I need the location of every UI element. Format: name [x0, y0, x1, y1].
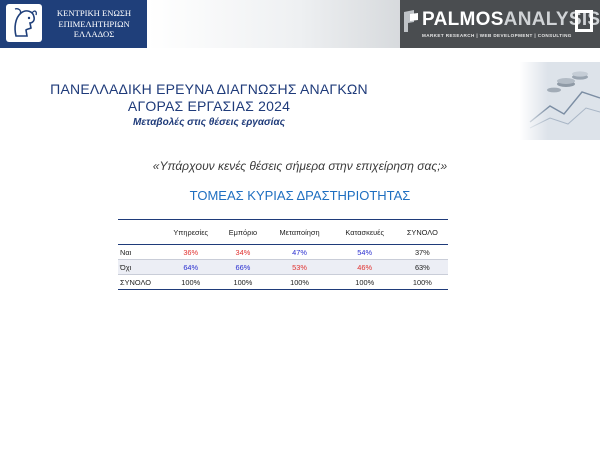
org-name-line: ΕΛΛΑΔΟΣ [73, 29, 115, 39]
table-cell: 53% [266, 260, 332, 275]
column-header: Εμπόριο [219, 220, 266, 245]
palmos-logo-icon [402, 8, 422, 34]
table-row [118, 275, 448, 290]
table-cell: 63% [397, 260, 448, 275]
ekee-logo [0, 0, 147, 48]
report-subtitle: Μεταβολές στις θέσεις εργασίας [133, 117, 285, 128]
table-cell: 100% [219, 275, 266, 290]
palmos-wordmark-part: PALMOS [422, 9, 504, 30]
org-name-line: ΕΠΙΜΕΛΗΤΗΡΙΩΝ [58, 18, 130, 29]
table-cell: 47% [266, 245, 332, 260]
table-cell: 34% [219, 245, 266, 260]
table-cell: 54% [333, 245, 397, 260]
column-header: ΣΥΝΟΛΟ [397, 220, 448, 245]
report-title [34, 81, 384, 115]
header-banner [0, 0, 600, 50]
org-name [44, 8, 144, 40]
table-cell: 36% [162, 245, 219, 260]
table-cell: 46% [333, 260, 397, 275]
coins-and-chart-icon [520, 62, 600, 140]
header-gradient [148, 0, 400, 48]
table-row [118, 260, 448, 275]
row-label: Ναι [118, 245, 162, 260]
column-header: Υπηρεσίες [162, 220, 219, 245]
table-cell: 100% [266, 275, 332, 290]
report-title-line: ΑΓΟΡΑΣ ΕΡΓΑΣΙΑΣ 2024 [127, 98, 291, 114]
section-heading: ΤΟΜΕΑΣ ΚΥΡΙΑΣ ΔΡΑΣΤΗΡΙΟΤΗΤΑΣ [189, 188, 411, 203]
survey-question: «Υπάρχουν κενές θέσεις σήμερα στην επιχείρηση σας;» [152, 159, 448, 173]
palmos-analysis-logo [400, 0, 600, 48]
palmos-wordmark-part: ANALYSIS [503, 9, 600, 30]
row-label: ΣΥΝΟΛΟ [118, 275, 162, 290]
report-title-line: ΠΑΝΕΛΛΑΔΙΚΗ ΕΡΕΥΝΑ ΔΙΑΓΝΩΣΗΣ ΑΝΑΓΚΩΝ [50, 81, 368, 97]
column-header: Κατασκευές [333, 220, 397, 245]
table-header-row [118, 220, 448, 245]
palmos-square-icon [575, 10, 593, 32]
row-label: Όχι [118, 260, 162, 275]
hermes-head-icon [6, 4, 42, 42]
palmos-tagline: MARKET RESEARCH | WEB DEVELOPMENT | CONSULTING [422, 33, 572, 38]
table-cell: 66% [219, 260, 266, 275]
table-cell: 100% [397, 275, 448, 290]
column-header [118, 220, 162, 245]
table-cell: 100% [333, 275, 397, 290]
table-cell: 37% [397, 245, 448, 260]
column-header: Μεταποίηση [266, 220, 332, 245]
table-cell: 100% [162, 275, 219, 290]
table-cell: 64% [162, 260, 219, 275]
results-table [118, 219, 448, 290]
org-name-line: ΚΕΝΤΡΙΚΗ ΕΝΩΣΗ [56, 8, 132, 18]
table-row [118, 245, 448, 260]
palmos-wordmark [422, 9, 600, 31]
